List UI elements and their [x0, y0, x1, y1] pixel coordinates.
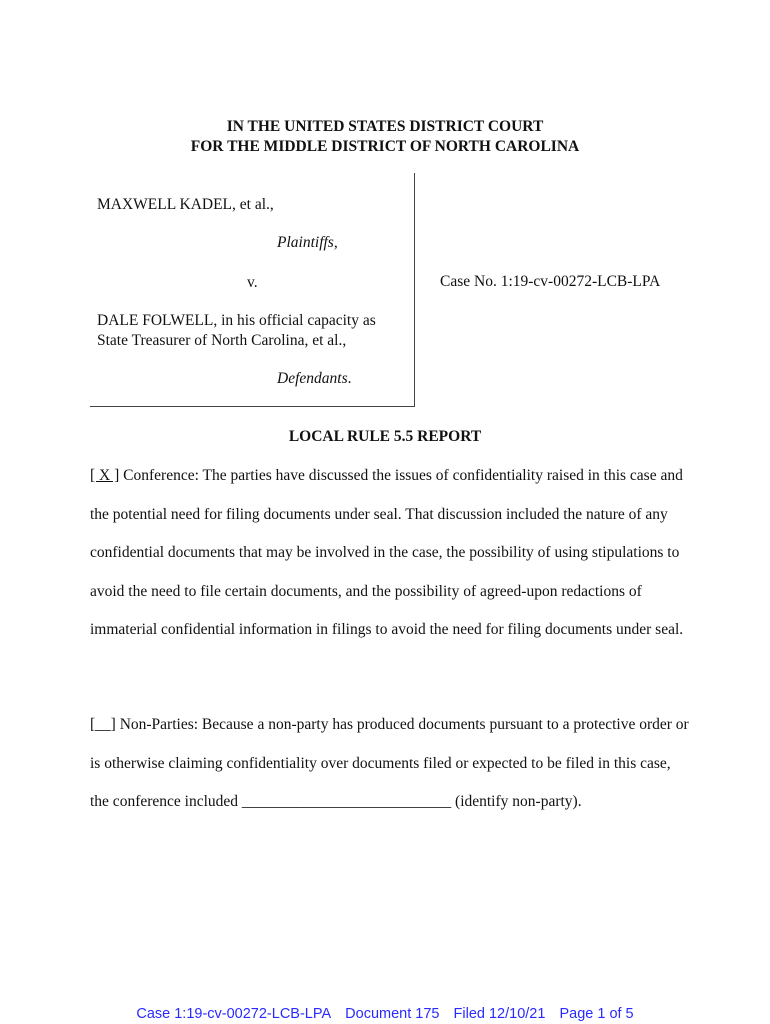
footer-document-number: Document 175 — [345, 1006, 440, 1022]
court-name-line2: FOR THE MIDDLE DISTRICT OF NORTH CAROLINA — [190, 138, 580, 155]
case-caption-box — [90, 173, 415, 407]
conference-paragraph — [90, 457, 690, 650]
nonparties-text: Non-Parties: Because a non-party has produced documents pursuant to a protective order or is otherwise claiming confidentiality over documents filed or expected to be filed in this case, the conference included ___________________________ (identify non-party). — [90, 716, 689, 811]
defendants-label: Defendants — [277, 370, 348, 387]
plaintiffs-role — [277, 233, 338, 253]
court-name-line1: IN THE UNITED STATES DISTRICT COURT — [226, 118, 544, 135]
case-number: Case No. 1:19-cv-00272-LCB-LPA — [440, 273, 661, 290]
nonparties-paragraph — [90, 706, 690, 822]
footer-filed-date: Filed 12/10/21 — [453, 1006, 546, 1022]
conference-checkbox: [ X ] — [90, 467, 120, 484]
defendant-name — [97, 311, 376, 351]
report-title: LOCAL RULE 5.5 REPORT — [288, 428, 482, 445]
versus-label: v. — [247, 274, 258, 291]
plaintiffs-label-punct: , — [333, 234, 338, 251]
defendants-label-punct: . — [347, 370, 352, 387]
conference-text: Conference: The parties have discussed the issues of confidentiality raised in this case and the potential need for filing documents under seal. That discussion included the nature of any confidential documents that may be involved in the case, the possibility of using stipulations to avoid the need to file certain documents, and the possibility of agreed-upon redactions of immaterial confidential information in filings to avoid the need for filing documents under seal. — [90, 467, 684, 639]
plaintiff-name: MAXWELL KADEL, et al., — [97, 196, 274, 213]
footer-case-number: Case 1:19-cv-00272-LCB-LPA — [136, 1006, 332, 1022]
nonparties-checkbox: [__] — [90, 716, 116, 733]
defendants-role — [277, 369, 351, 389]
footer-page-number: Page 1 of 5 — [559, 1006, 634, 1022]
defendant-line2: State Treasurer of North Carolina, et al., — [97, 332, 347, 349]
filing-stamp-footer — [0, 1006, 770, 1022]
plaintiffs-label: Plaintiffs — [277, 234, 334, 251]
defendant-line1: DALE FOLWELL, in his official capacity as — [97, 312, 376, 329]
court-header — [0, 117, 770, 157]
